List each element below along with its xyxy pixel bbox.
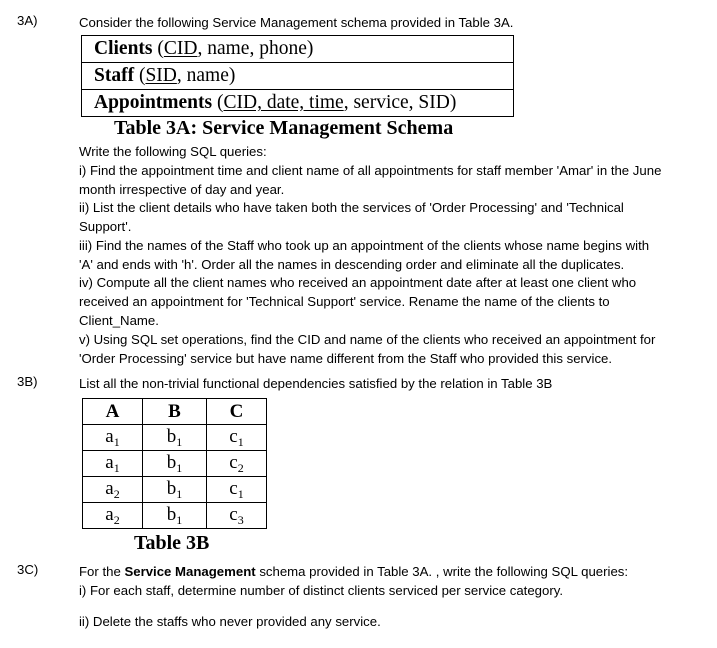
primary-key: SID [145,65,177,86]
schema-row-staff: Staff (SID, name) [82,63,514,90]
table-cell: $c_2$ [207,451,267,477]
table-cell: $b_1$ [142,503,206,529]
question-3a-line: ii) List the client details who have taken both the services of 'Order Processing' and 'Technical [79,200,624,215]
table-row [83,477,267,503]
question-number-3c: 3C) [17,562,39,577]
table-cell: $b_1$ [142,451,206,477]
question-3a-line: iii) Find the names of the Staff who took up an appointment of the clients whose name begins with [79,238,650,253]
table-cell: $b_1$ [142,425,206,451]
table-row [83,451,267,477]
entity-name: Clients [94,38,153,59]
question-3a-line: i) Find the appointment time and client name of all appointments for staff member 'Amar' in the June [79,163,662,178]
question-3a-line: 'Order Processing' service but have name different from the Staff who provided this service. [79,351,613,366]
column-header: B [142,399,206,425]
relation-table-3b [82,398,267,529]
table-cell: $a_1$ [83,425,143,451]
question-3a-line: month irrespective of day and year. [79,182,285,197]
question-3a-line: 'A' and ends with 'h'. Order all the names in descending order and eliminate all the duplicates. [79,257,625,272]
table-3a-caption: Table 3A: Service Management Schema [114,117,454,139]
question-3a-line: Support'. [79,219,132,234]
question-3c-item: i) For each staff, determine number of distinct clients serviced per service category. [79,583,563,598]
question-3c-item: ii) Delete the staffs who never provided any service. [79,614,381,629]
table-cell: $a_2$ [83,503,143,529]
table-cell: $c_1$ [207,425,267,451]
question-3b-text: List all the non-trivial functional dependencies satisfied by the relation in Table 3B [79,376,553,391]
primary-key: CID [163,38,198,59]
primary-key: CID, date, time [223,92,344,113]
entity-name: Appointments [94,92,213,113]
column-header: A [83,399,143,425]
table-header-row [83,399,267,425]
table-cell: $a_2$ [83,477,143,503]
question-3a-line: iv) Compute all the client names who received an appointment date after at least one client who [79,275,637,290]
schema-table-3a [81,35,514,117]
table-cell: $a_1$ [83,451,143,477]
question-3a-line: received an appointment for 'Technical Support' service. Rename the name of the clients to [79,294,610,309]
entity-name: Staff [94,65,135,86]
question-3a-intro: Consider the following Service Management schema provided in Table 3A. [79,15,514,30]
question-3c-text: For the Service Management schema provided in Table 3A. , write the following SQL queries: [79,564,629,579]
question-3a-line: Write the following SQL queries: [79,144,267,159]
question-number-3b: 3B) [17,374,38,389]
column-header: C [207,399,267,425]
schema-row-clients: Clients (CID, name, phone) [82,36,514,63]
table-row [83,503,267,529]
question-3a-line: v) Using SQL set operations, find the CID and name of the clients who received an appointment for [79,332,656,347]
schema-row-appointments: Appointments (CID, date, time, service, SID) [82,90,514,117]
table-cell: $c_3$ [207,503,267,529]
table-cell: $c_1$ [207,477,267,503]
question-3a-line: Client_Name. [79,313,159,328]
table-row [83,425,267,451]
schema-name-bold: Service Management [124,564,256,579]
question-number-3a: 3A) [17,13,38,28]
table-cell: $b_1$ [142,477,206,503]
table-3b-caption: Table 3B [134,532,210,554]
